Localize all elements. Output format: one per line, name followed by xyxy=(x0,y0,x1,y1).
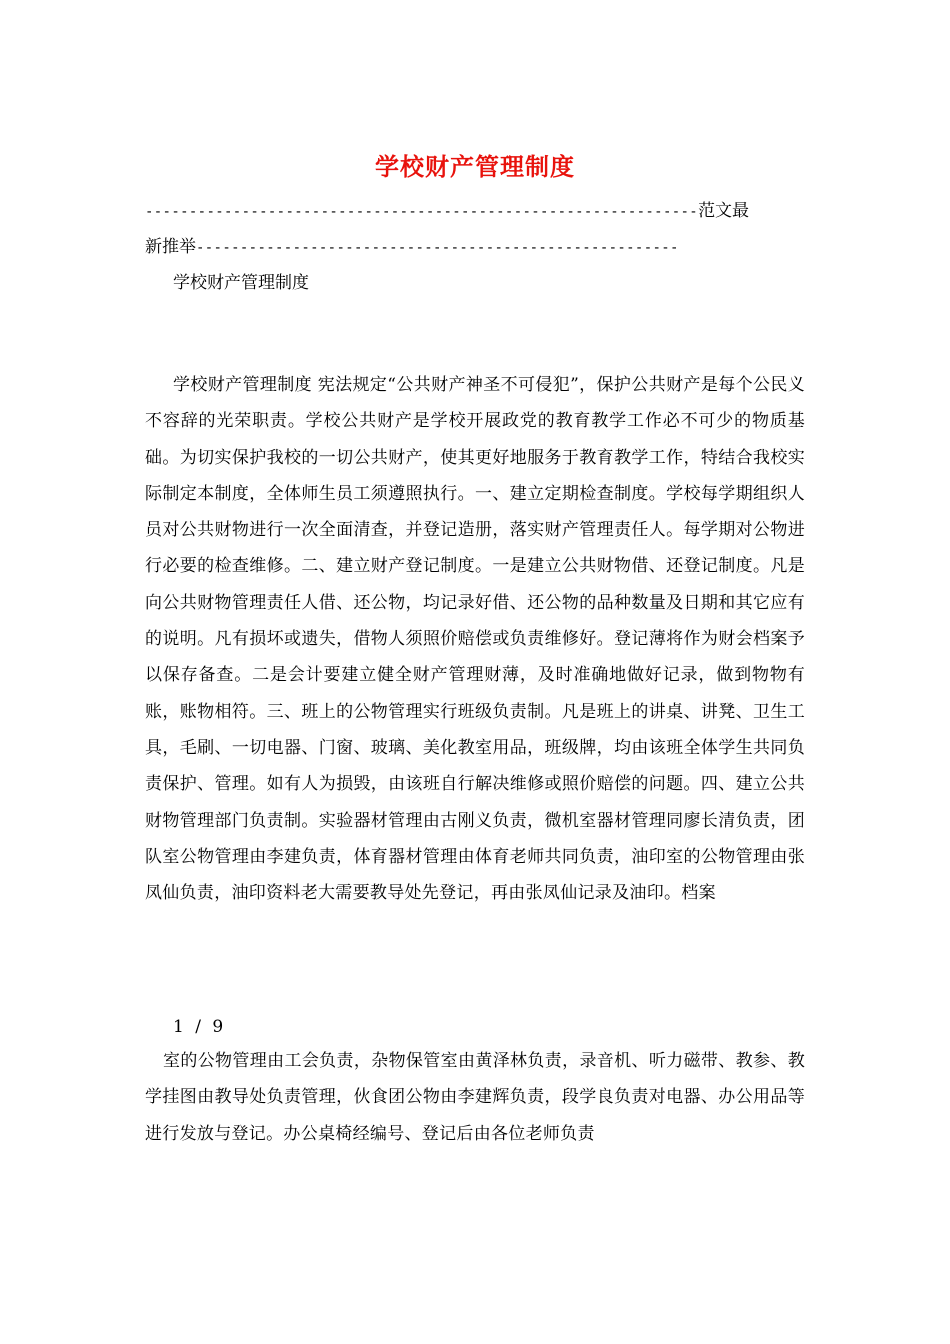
header-divider-line-2 xyxy=(145,232,810,263)
document-subtitle: 学校财产管理制度 xyxy=(173,273,309,293)
page-number: 1 / 9 xyxy=(173,1017,227,1037)
header-dashes-2: ------------------------------------------------------- xyxy=(196,240,679,256)
body-paragraph-2: 室的公物管理由工会负责，杂物保管室由黄泽林负责，录音机、听力磁带、教参、教学挂图由教导处负责管理，伙食团公物由李建辉负责，段学良负责对电器、办公用品等进行发放与登记。办公桌椅经编号、登记后由各位老师负责 xyxy=(145,1051,805,1144)
header-recommend-text-2: 新推举 xyxy=(145,237,196,257)
header-divider-line-1 xyxy=(145,196,810,227)
document-title: 学校财产管理制度 xyxy=(375,152,575,181)
header-dashes-1: --------------------------------------------------------------- xyxy=(145,204,699,220)
header-recommend-text-1: 范文最 xyxy=(698,201,750,221)
body-paragraph-1: 学校财产管理制度 宪法规定“公共财产神圣不可侵犯”，保护公共财产是每个公民义不容辞的光荣职责。学校公共财产是学校开展政党的教育教学工作必不可少的物质基础。为切实保护我校的一切公共财产，使其更好地服务于教育教学工作，特结合我校实际制定本制度，全体师生员工须遵照执行。一、建立定期检查制度。学校每学期组织人员对公共财物进行一次全面清查，并登记造册，落实财产管理责任人。每学期对公物进行必要的检查维修。二、建立财产登记制度。一是建立公共财物借、还登记制度。凡是向公共财物管理责任人借、还公物，均记录好借、还公物的品种数量及日期和其它应有的说明。凡有损坏或遗失，借物人须照价赔偿或负责维修好。登记薄将作为财会档案予以保存备查。二是会计要建立健全财产管理财薄，及时准确地做好记录，做到物物有账，账物相符。三、班上的公物管理实行班级负责制。凡是班上的讲桌、讲凳、卫生工具，毛刷、一切电器、门窗、玻璃、美化教室用品，班级牌，均由该班全体学生共同负责保护、管理。如有人为损毁，由该班自行解决维修或照价赔偿的问题。四、建立公共财物管理部门负责制。实验器材管理由古刚义负责，微机室器材管理同廖长清负责，团队室公物管理由李建负责，体育器材管理由体育老师共同负责，油印室的公物管理由张凤仙负责，油印资料老大需要教导处先登记，再由张凤仙记录及油印。档案 xyxy=(145,375,805,904)
